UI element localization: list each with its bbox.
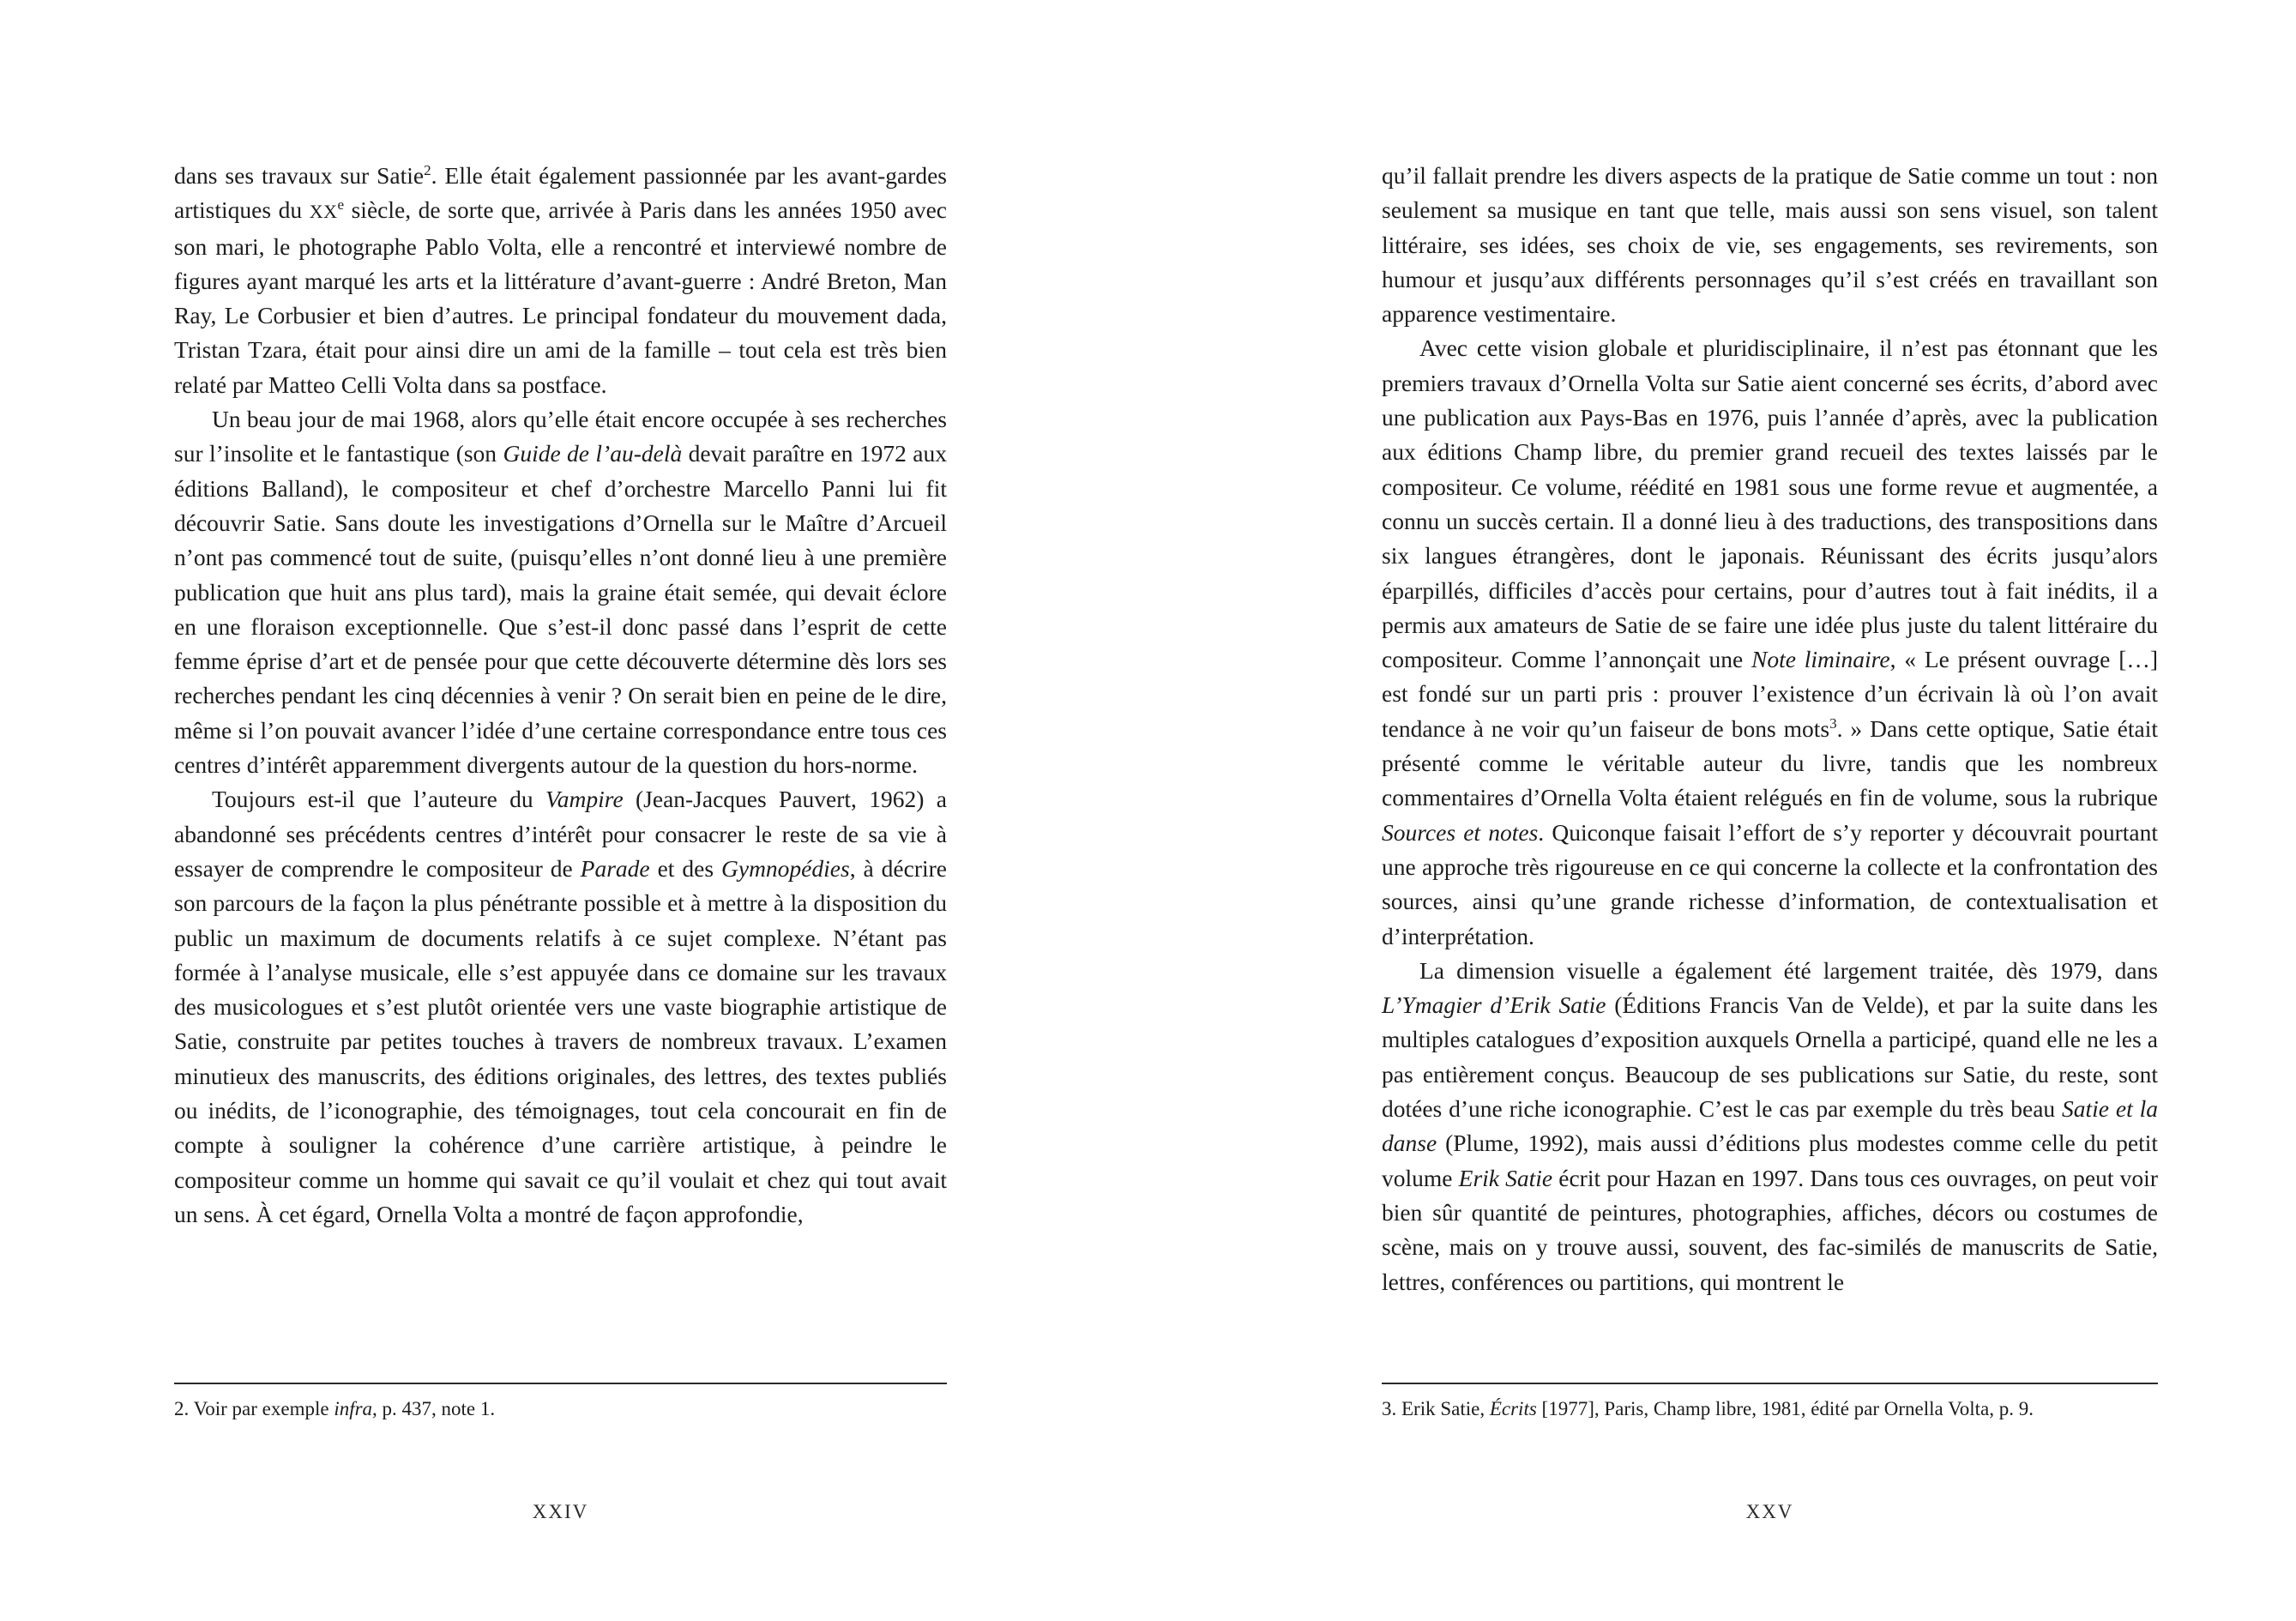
paragraph: Un beau jour de mai 1968, alors qu’elle était encore occupée à ses recherches sur l’insolite et le fantastique (son Guide de l’au-delà devait paraître en 1972 aux éditions Balland), le compositeur et chef d’orchestre Marcello Panni lui fit découvrir Satie. Sans doute les investigations d’Ornella sur le Maître d’Arcueil n’ont pas commencé tout de suite, (puisqu’elles n’ont donné lieu à une première publication que huit ans plus tard), mais la graine était semée, qui devait éclore en une floraison exceptionnelle. Que s’est-il donc passé dans l’esprit de cette femme éprise d’art et de pensée pour que cette découverte détermine dès lors ses recherches pendant les cinq décennies à venir ? On serait bien en peine de le dire, même si l’on pouvait avancer l’idée d’une certaine correspondance entre tous ces centres d’intérêt apparemment divergents autour de la question du hors-norme. [174, 406, 948, 779]
paragraph: Avec cette vision globale et pluridisciplinaire, il n’est pas étonnant que les premiers travaux d’Ornella Volta sur Satie aient concerné ses écrits, d’abord avec une publication aux Pays-Bas en 1976, puis l’année d’après, avec la publication aux éditions Champ libre, du premier grand recueil des textes laissés par le compositeur. Ce volume, réédité en 1981 sous une forme revue et augmentée, a connu un succès certain. Il a donné lieu à des traductions, des transpositions dans six langues étrangères, dont le japonais. Réunissant des écrits jusqu’alors éparpillés, difficiles d’accès pour certains, pour d’autres tout à fait inédits, il a permis aux amateurs de Satie de se faire une idée plus juste du talent littéraire du compositeur. Comme l’annonçait une Note liminaire, « Le présent ouvrage […] est fondé sur un parti pris : prouver l’existence d’un écrivain là où l’on avait tendance à ne voir qu’un faiseur de bons mots$^3$. » Dans cette optique, Satie était présenté comme le véritable auteur du livre, tandis que les nombreux commentaires d’Ornella Volta étaient relégués en fin de volume, sous la rubrique Sources et notes. Quiconque faisait l’effort de s’y reporter y découvrait pourtant une approche très rigoureuse en ce qui concerne la collecte et la confrontation des sources, ainsi qu’une grande richesse d’information, de contextualisation et d’interprétation. [1382, 334, 2159, 949]
right-page-text-column [1382, 159, 2158, 1299]
right-page-number: XXV [1745, 1501, 1794, 1522]
paragraph: Toujours est-il que l’auteure du Vampire (Jean-Jacques Pauvert, 1962) a abandonné ses précédents centres d’intérêt pour consacrer le reste de sa vie à essayer de comprendre le compositeur de Parade et des Gymnopédies, à décrire son parcours de la façon la plus pénétrante possible et à mettre à la disposition du public un maximum de documents relatifs à ce sujet complexe. N’étant pas formée à l’analyse musicale, elle s’est appuyée dans ce domaine sur les travaux des musicologues et s’est plutôt orientée vers une vaste biographie artistique de Satie, construite par petites touches à travers de nombreux travaux. L’examen minutieux des manuscrits, des éditions originales, des lettres, des textes publiés ou inédits, de l’iconographie, des témoignages, tout cela concourait en fin de compte à souligner la cohérence d’une carrière artistique, à peindre le compositeur comme un homme qui savait ce qu’il voulait et chez qui tout avait un sens. À cet égard, Ornella Volta a montré de façon approfondie, [174, 786, 947, 1227]
right-footnote-area [1382, 1383, 2158, 1422]
paragraph: qu’il fallait prendre les divers aspects de la pratique de Satie comme un tout : non seulement sa musique en tant que telle, mais aussi son sens visuel, son talent littéraire, ses idées, ses choix de vie, ses engagements, ses revirements, son humour et jusqu’aux différents personnages qu’il s’est créés en travaillant son apparence vestimentaire. [1382, 162, 2158, 328]
paragraph: dans ses travaux sur Satie$^2$. Elle était également passionnée par les avant-gardes artistiques du XXe siècle, de sorte que, arrivée à Paris dans les années 1950 avec son mari, le photographe Pablo Volta, elle a rencontré et interviewé nombre de figures ayant marqué les arts et la littérature d’avant-guerre : André Breton, Man Ray, Le Corbusier et bien d’autres. Le principal fondateur du mouvement dada, Tristan Tzara, était pour ainsi dire un ami de la famille – tout cela est très bien relaté par Matteo Celli Volta dans sa postface. [174, 161, 948, 398]
footnote-text: 2. Voir par exemple infra, p. 437, note 1. [174, 1398, 496, 1419]
left-footnote-area [174, 1383, 947, 1422]
left-page-number: XXIV [532, 1501, 589, 1522]
left-page-text-column [174, 159, 947, 1232]
paragraph: La dimension visuelle a également été largement traitée, dès 1979, dans L’Ymagier d’Erik Satie (Éditions Francis Van de Velde), et par la suite dans les multiples catalogues d’exposition auxquels Ornella a participé, quand elle ne les a pas entièrement conçus. Beaucoup de ses publications sur Satie, du reste, sont dotées d’une riche iconographie. C’est le cas par exemple du très beau Satie et la danse (Plume, 1992), mais aussi d’éditions plus modestes comme celle du petit volume Erik Satie écrit pour Hazan en 1997. Dans tous ces ouvrages, on peut voir bien sûr quantité de peintures, photographies, affiches, décors ou costumes de scène, mais on y trouve aussi, souvent, des fac-similés de manuscrits de Satie, lettres, conférences ou partitions, qui montrent le [1382, 956, 2158, 1295]
footnote-text: 3. Erik Satie, Écrits [1977], Paris, Champ libre, 1981, édité par Ornella Volta, p. 9. [1382, 1398, 2034, 1419]
